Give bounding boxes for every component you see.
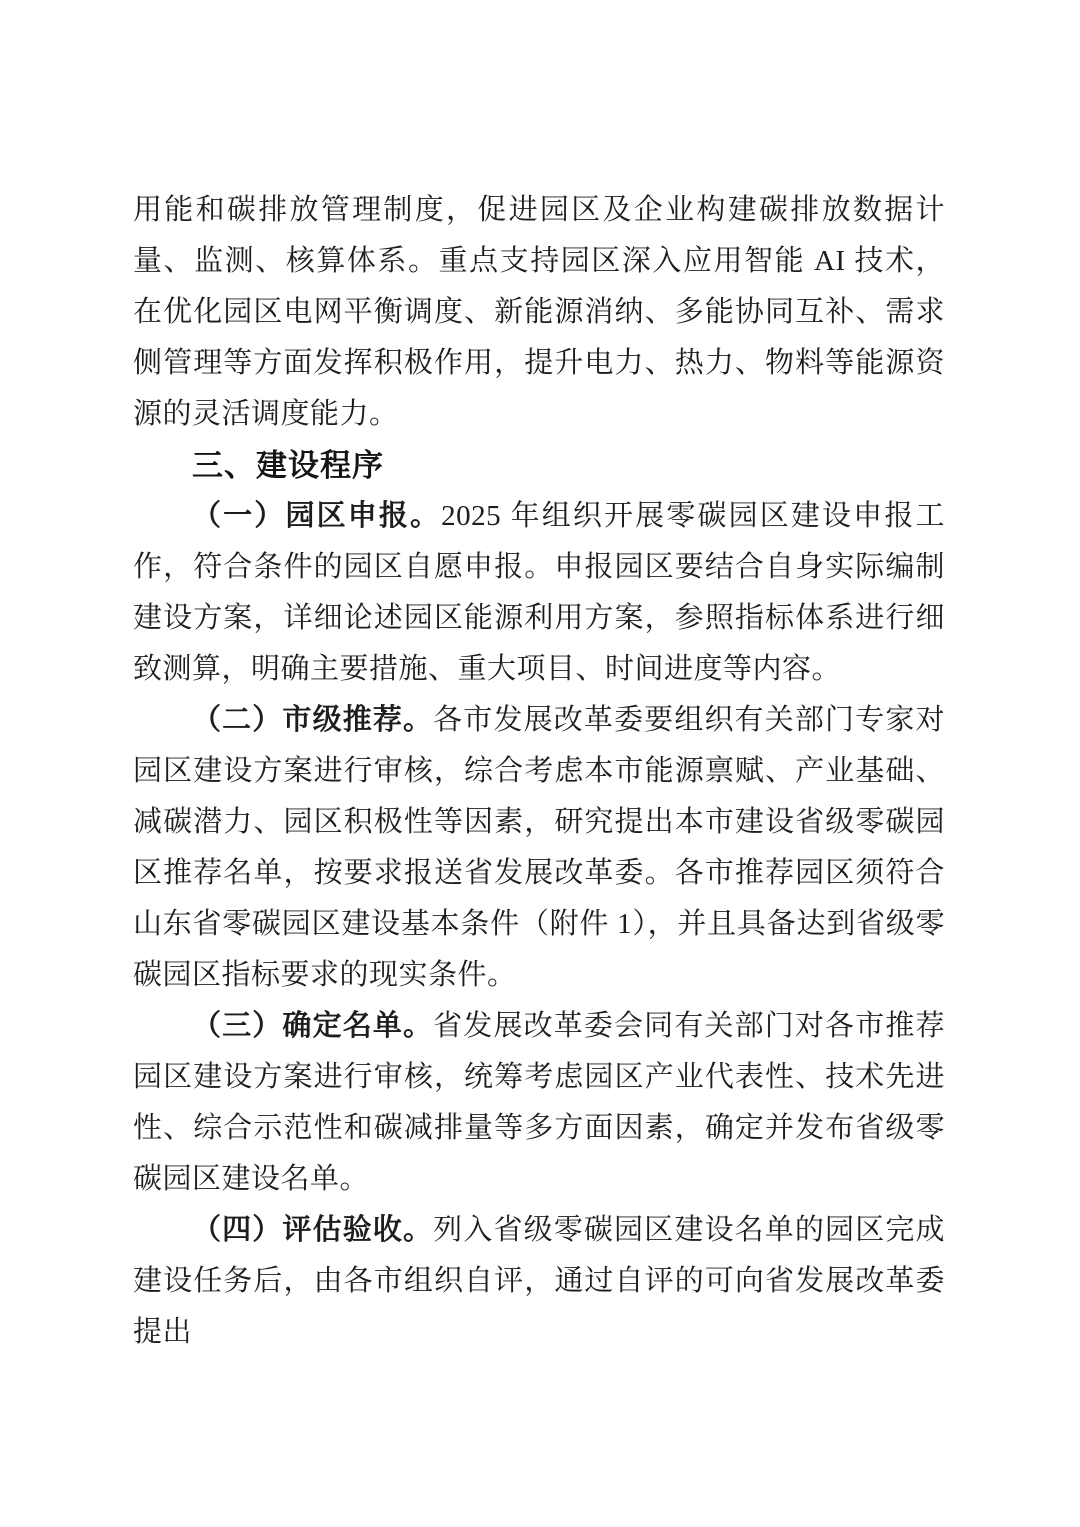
paragraph-item-3: [133, 1001, 945, 1205]
item-2-lead: （二）市级推荐。: [192, 704, 434, 736]
section-heading: [133, 440, 945, 491]
item-1-lead: （一）园区申报。: [192, 500, 442, 532]
item-2-text: 各市发展改革委要组织有关部门专家对园区建设方案进行审核，综合考虑本市能源禀赋、产业基础、减碳潜力、园区积极性等因素，研究提出本市建设省级零碳园区推荐名单，按要求报送省发展改革委。各市推荐园区须符合山东省零碳园区建设基本条件（附件 1），并且具备达到省级零碳园区指标要求的现实条件。: [133, 704, 945, 991]
item-4-text: 列入省级零碳园区建设名单的园区完成建设任务后，由各市组织自评，通过自评的可向省发展改革委提出: [133, 1214, 945, 1348]
item-1-text: 2025 年组织开展零碳园区建设申报工作，符合条件的园区自愿申报。申报园区要结合自身实际编制建设方案，详细论述园区能源利用方案，参照指标体系进行细致测算，明确主要措施、重大项目、时间进度等内容。: [133, 500, 945, 685]
item-3-text: 省发展改革委会同有关部门对各市推荐园区建设方案进行审核，统筹考虑园区产业代表性、技术先进性、综合示范性和碳减排量等多方面因素，确定并发布省级零碳园区建设名单。: [133, 1010, 945, 1195]
paragraph-item-1: [133, 491, 945, 695]
paragraph-item-4: [133, 1205, 945, 1358]
section-heading-text: 三、建设程序: [192, 448, 384, 483]
paragraph-item-2: [133, 695, 945, 1001]
item-3-lead: （三）确定名单。: [192, 1010, 434, 1042]
item-4-lead: （四）评估验收。: [192, 1214, 434, 1246]
paragraph-text: 用能和碳排放管理制度，促进园区及企业构建碳排放数据计量、监测、核算体系。重点支持园区深入应用智能 AI 技术，在优化园区电网平衡调度、新能源消纳、多能协同互补、需求侧管理等方面发挥积极作用，提升电力、热力、物料等能源资源的灵活调度能力。: [133, 194, 945, 430]
paragraph-continuation: [133, 185, 945, 440]
